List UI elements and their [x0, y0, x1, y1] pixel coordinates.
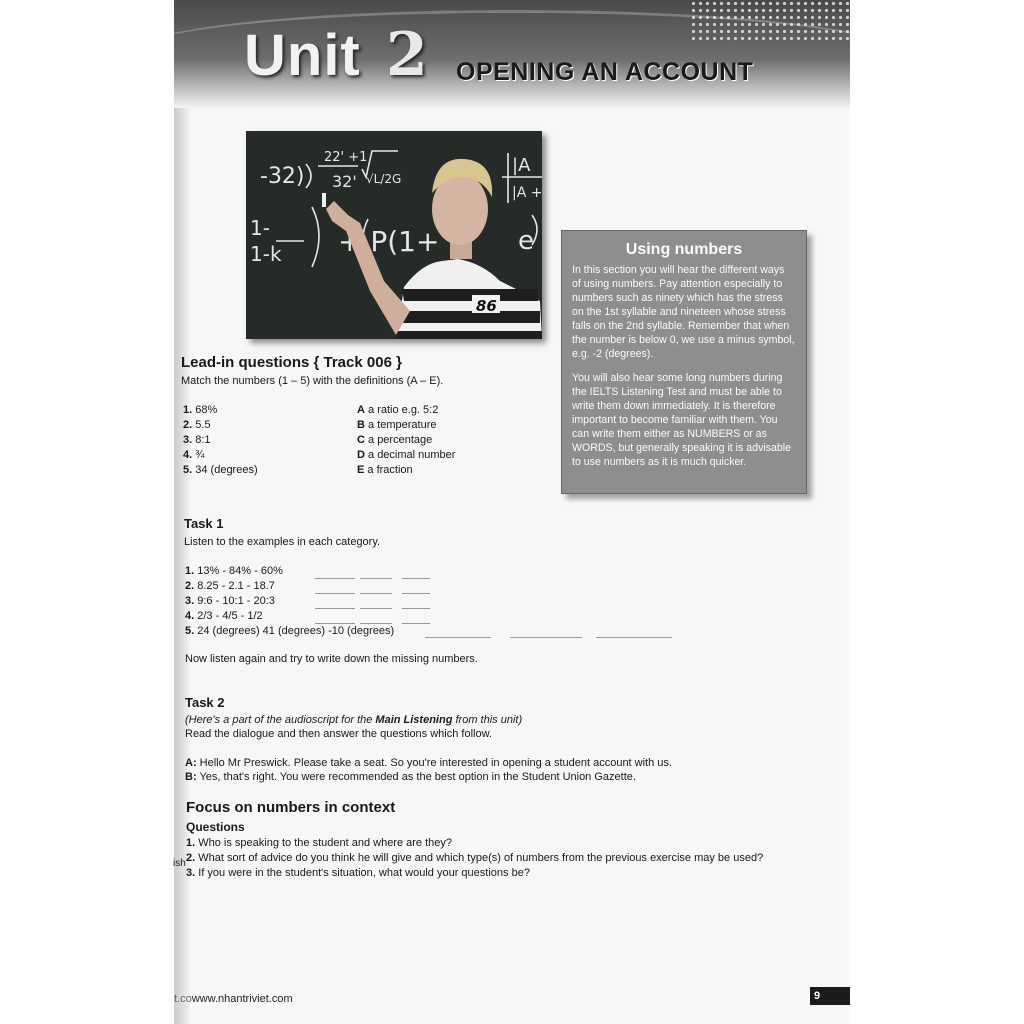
answer-blank[interactable]	[315, 578, 355, 579]
answer-blank[interactable]	[402, 623, 430, 624]
task1-heading: Task 1	[184, 516, 224, 531]
list-item: 5. 34 (degrees)	[183, 464, 258, 476]
unit-number: 2	[386, 20, 428, 90]
task1-rows	[185, 564, 394, 639]
list-item: 3. 9:6 - 10:1 - 20:3	[185, 595, 275, 607]
definitions-list	[357, 403, 455, 478]
board-text: 1-	[250, 216, 270, 240]
list-item: C a percentage	[357, 434, 433, 446]
task2-heading: Task 2	[185, 695, 225, 710]
shirt-number: 86	[476, 297, 497, 315]
list-item: D a decimal number	[357, 449, 456, 461]
task1-after: Now listen again and try to write down the missing numbers.	[185, 653, 478, 665]
focus-heading: Focus on numbers in context	[186, 799, 396, 816]
unit-label: Unit	[244, 23, 361, 88]
task2-instruction: Read the dialogue and then answer the questions which follow.	[185, 728, 492, 740]
answer-blank[interactable]	[315, 623, 355, 624]
unit-title: OPENING AN ACCOUNT	[456, 58, 754, 86]
board-text: 1-k	[250, 242, 282, 266]
box-paragraph-2: You will also hear some long numbers during the IELTS Listening Test and must be able to write them down immediately. It is therefore important to become familiar with them. You can write them either as NUMBERS or as WORDS, but generally speaking it is advisable to use numbers as it is much quicker.	[572, 372, 792, 468]
list-item: E a fraction	[357, 464, 413, 476]
answer-blank[interactable]	[425, 637, 491, 638]
list-item: B a temperature	[357, 419, 437, 431]
questions-heading: Questions	[186, 820, 245, 834]
answer-blank[interactable]	[360, 578, 392, 579]
list-item: 2. 5.5	[183, 419, 211, 431]
answer-blank[interactable]	[360, 593, 392, 594]
list-item: 4. 2/3 - 4/5 - 1/2	[185, 610, 263, 622]
list-item: 2. What sort of advice do you think he will give and which type(s) of numbers from the previous exercise may be used?	[186, 852, 764, 864]
board-text: 32'	[332, 172, 357, 191]
list-item: 5. 24 (degrees) 41 (degrees) -10 (degrees)	[185, 625, 395, 637]
list-item: 2. 8.25 - 2.1 - 18.7	[185, 580, 275, 592]
list-item: 4. ¾	[183, 449, 205, 461]
answer-blank[interactable]	[402, 578, 430, 579]
list-item: 1. Who is speaking to the student and where are they?	[186, 837, 453, 849]
list-item: A a ratio e.g. 5:2	[357, 404, 439, 416]
lead-in-instruction: Match the numbers (1 – 5) with the definitions (A – E).	[181, 375, 444, 387]
page-number: 9	[810, 987, 850, 1005]
using-numbers-box	[561, 230, 807, 494]
task1-instruction: Listen to the examples in each category.	[184, 536, 381, 548]
header-dot-pattern	[690, 0, 850, 44]
board-text: -32)	[260, 164, 305, 189]
list-item: 3. 8:1	[183, 434, 211, 446]
board-text: + P(1+	[338, 225, 440, 258]
board-text: 22' +1	[324, 150, 368, 165]
board-text: e	[518, 226, 534, 256]
dialogue-line-a: A: Hello Mr Preswick. Please take a seat. So you're interested in opening a student account with us.	[185, 757, 672, 769]
box-paragraph-1: In this section you will hear the different ways of using numbers. Pay attention especially to numbers such as ninety which has the stress on the 1st syllable and nineteen whose stress falls on the 2nd syllable. Remember that when the number is below 0, we use a minus symbol, e.g. -2 (degrees).	[572, 264, 795, 360]
list-item: 3. If you were in the student's situation, what would your questions be?	[186, 867, 530, 879]
answer-blank[interactable]	[315, 608, 355, 609]
footer-website: t.cowww.nhantriviet.com	[174, 993, 293, 1005]
answer-blank[interactable]	[315, 593, 355, 594]
box-title: Using numbers	[625, 241, 743, 258]
list-item: 1. 68%	[183, 404, 218, 416]
board-text: |A	[512, 155, 531, 176]
photo-student-at-blackboard	[246, 131, 542, 339]
answer-blank[interactable]	[510, 637, 582, 638]
answer-blank[interactable]	[402, 608, 430, 609]
margin-fragment: ish	[173, 858, 186, 869]
list-item: 1. 13% - 84% - 60%	[185, 565, 283, 577]
board-text: |A +	[512, 185, 542, 201]
answer-blank[interactable]	[402, 593, 430, 594]
answer-blank[interactable]	[596, 637, 672, 638]
lead-in-heading: Lead-in questions { Track 006 }	[181, 354, 402, 371]
dialogue-line-b: B: Yes, that's right. You were recommended as the best option in the Student Union Gazette.	[185, 771, 636, 783]
board-text: √L/2G	[366, 172, 402, 186]
numbers-list	[183, 403, 258, 478]
answer-blank[interactable]	[360, 608, 392, 609]
questions-list	[186, 836, 763, 881]
answer-blank[interactable]	[360, 623, 392, 624]
task2-note: (Here's a part of the audioscript for the Main Listening from this unit)	[185, 714, 523, 726]
